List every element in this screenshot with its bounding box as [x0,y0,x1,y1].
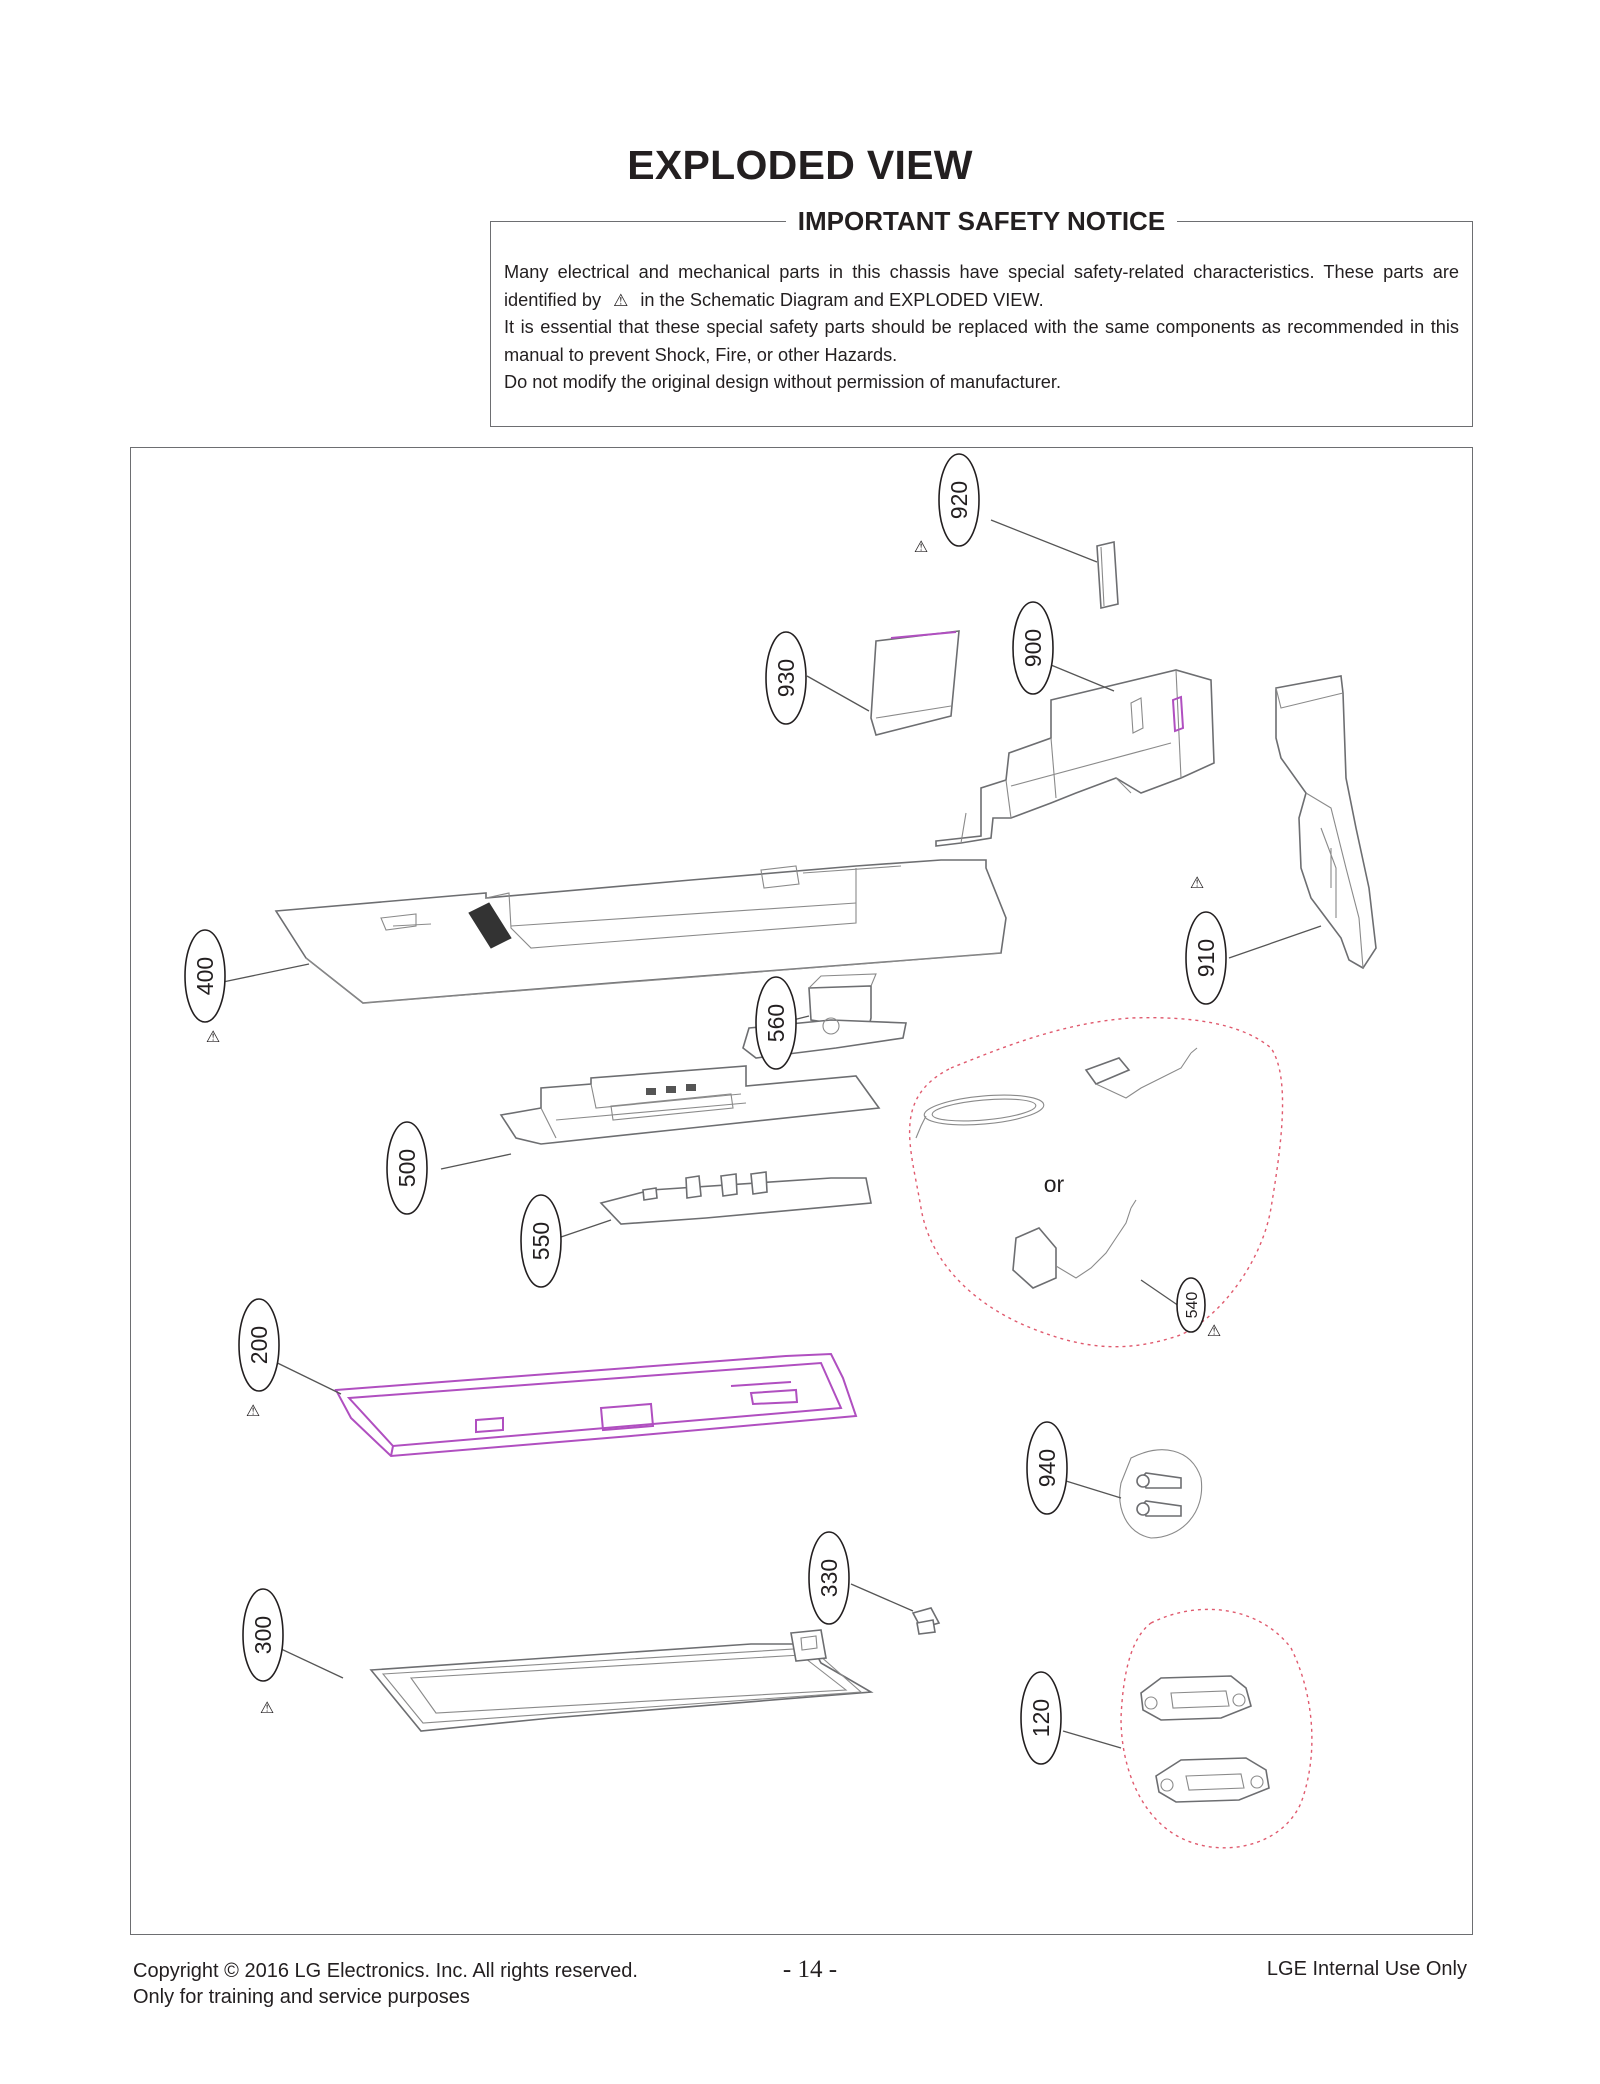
part-400-rear-cover [276,860,1006,1003]
warning-icon-300: ⚠ [259,1700,275,1717]
part-940-screws [1120,1450,1202,1538]
page-title: EXPLODED VIEW [627,142,973,188]
label-330: 330 [816,1558,842,1598]
part-550-main-board [601,1172,871,1224]
label-900: 900 [1020,628,1046,668]
leader-550 [561,1220,611,1237]
safety-notice-box [490,206,1473,427]
warning-icon-920: ⚠ [913,539,929,556]
notice-line1-pre: Many electrical and mechanical parts in this chassis have special safety-related characteristics. These parts are identified by [504,262,1459,310]
leader-120 [1063,1731,1121,1748]
leader-540 [1141,1280,1179,1306]
or-text: or [1043,1171,1065,1197]
label-300: 300 [250,1615,276,1655]
leader-330 [851,1584,913,1611]
leader-930 [807,676,869,711]
purpose-text: Only for training and service purposes [133,1986,470,2008]
exploded-view-diagram [130,447,1473,1935]
leader-400 [223,964,309,982]
part-540-adapter [910,1018,1283,1347]
part-900-back-cover [936,670,1214,846]
callout-920 [939,454,979,546]
label-940: 940 [1034,1448,1060,1488]
safety-notice-text [504,259,1459,397]
callout-500 [387,1122,427,1214]
label-560: 560 [763,1003,789,1043]
warning-icon-200: ⚠ [245,1403,261,1420]
page-number: - 14 - [782,1956,838,1983]
leader-300 [279,1648,343,1678]
leader-910 [1229,926,1321,958]
label-550: 550 [528,1221,554,1261]
warning-triangle-icon: ⚠ [613,290,629,310]
callout-120 [1021,1672,1061,1764]
notice-line2: It is essential that these special safety parts should be replaced with the same components as recommended in this manual to prevent Shock, Fire, or other Hazards. [504,317,1459,365]
internal-use-text: LGE Internal Use Only [1266,1958,1467,1980]
warning-icon-400: ⚠ [205,1029,221,1046]
callout-400 [185,930,225,1022]
copyright-text: Copyright © 2016 LG Electronics. Inc. All rights reserved. [133,1960,638,1982]
label-910: 910 [1193,938,1219,978]
leader-940 [1066,1481,1121,1498]
label-920: 920 [946,480,972,520]
part-500-shield [501,1066,879,1144]
label-120: 120 [1028,1698,1054,1738]
part-200-frame [336,1354,856,1456]
part-120-feet [1121,1609,1312,1847]
part-920-cover [1097,542,1118,608]
part-300-front-frame [371,1630,871,1731]
label-540: 540 [1184,1291,1201,1319]
callout-300 [243,1589,283,1681]
callout-550 [521,1195,561,1287]
callout-910 [1186,912,1226,1004]
part-910-stand [1276,676,1376,968]
callout-200 [239,1299,279,1391]
label-500: 500 [394,1148,420,1188]
part-930-cover [871,631,959,735]
warning-icon-900: ⚠ [1189,875,1205,892]
callout-930 [766,632,806,724]
label-200: 200 [246,1325,272,1365]
notice-line3: Do not modify the original design without permission of manufacturer. [504,372,1062,392]
callout-900 [1013,602,1053,694]
leader-500 [441,1154,511,1169]
callout-560 [756,977,796,1069]
callout-540 [1177,1278,1205,1332]
label-400: 400 [192,956,218,996]
callout-940 [1027,1422,1067,1514]
leader-920 [991,520,1097,562]
callout-330 [809,1532,849,1624]
warning-icon-540: ⚠ [1206,1323,1222,1340]
leader-900 [1051,665,1114,691]
label-930: 930 [773,658,799,698]
part-330-small [913,1608,939,1634]
notice-line1-post: in the Schematic Diagram and EXPLODED VIEW. [640,289,1044,310]
safety-notice-heading: IMPORTANT SAFETY NOTICE [786,206,1177,236]
